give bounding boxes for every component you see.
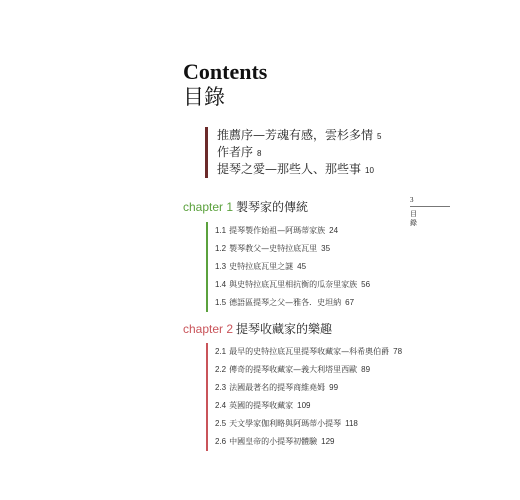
entry-page: 56: [361, 280, 371, 289]
preface-list: [205, 127, 381, 178]
side-label: 目錄: [410, 210, 417, 227]
side-page-number: 3: [410, 196, 414, 204]
toc-entry[interactable]: [215, 222, 370, 240]
preface-item-page: 8: [257, 149, 262, 158]
toc-entry[interactable]: [215, 379, 402, 397]
entry-page: 89: [361, 365, 371, 374]
entry-title: 最早的史特拉底瓦里提琴收藏家—科希奧伯爵: [229, 347, 390, 356]
toc-entry[interactable]: [215, 240, 370, 258]
toc-entry[interactable]: [215, 397, 402, 415]
preface-item-title: 推薦序—芳魂有感，雲杉多情: [217, 128, 374, 142]
entry-page: 24: [329, 226, 339, 235]
entry-page: 129: [321, 437, 335, 446]
side-divider: [410, 206, 450, 207]
entry-title: 製琴教父—史特拉底瓦里: [229, 244, 318, 253]
entry-page: 35: [321, 244, 331, 253]
preface-item-title: 作者序: [217, 145, 254, 159]
contents-title: Contents: [183, 59, 268, 84]
entry-page: 118: [345, 419, 358, 428]
entry-number: 2.1: [215, 347, 227, 356]
entry-number: 1.1: [215, 226, 227, 235]
entry-number: 2.3: [215, 383, 227, 392]
entry-title: 與史特拉底瓦里相抗衡的瓜奈里家族: [229, 280, 358, 289]
entry-number: 2.2: [215, 365, 227, 374]
chapter-1-items: [206, 222, 370, 312]
preface-item-page: 10: [365, 166, 374, 175]
entry-number: 2.4: [215, 401, 227, 410]
entry-number: 1.2: [215, 244, 227, 253]
entry-title: 天文學家伽利略與阿瑪蒂小提琴: [229, 419, 342, 428]
entry-number: 1.3: [215, 262, 227, 271]
entry-number: 2.6: [215, 437, 227, 446]
chapter-title: 製琴家的傳統: [236, 200, 309, 214]
entry-number: 1.5: [215, 298, 227, 307]
entry-number: 2.5: [215, 419, 227, 428]
entry-title: 德語區提琴之父—雅各．史坦納: [229, 298, 342, 307]
toc-entry[interactable]: [215, 361, 402, 379]
toc-entry[interactable]: [215, 433, 402, 451]
preface-item-title: 提琴之愛—那些人、那些事: [217, 162, 362, 176]
preface-item[interactable]: [217, 161, 381, 177]
entry-page: 109: [297, 401, 311, 410]
contents-title-chinese: 目錄: [183, 85, 225, 109]
entry-title: 英國的提琴收藏家: [229, 401, 294, 410]
chapter-title: 提琴收藏家的樂趣: [236, 322, 333, 336]
entry-title: 傳奇的提琴收藏家—義大利塔里西歐: [229, 365, 358, 374]
chapter-2-heading[interactable]: [183, 321, 332, 337]
chapter-2-items: [206, 343, 402, 451]
entry-number: 1.4: [215, 280, 227, 289]
entry-page: 67: [345, 298, 355, 307]
chapter-1-heading[interactable]: [183, 199, 308, 215]
toc-entry[interactable]: [215, 258, 370, 276]
entry-title: 提琴製作始祖—阿瑪蒂家族: [229, 226, 326, 235]
preface-item-page: 5: [377, 132, 382, 141]
chapter-number: chapter 1: [183, 200, 234, 214]
toc-entry[interactable]: [215, 294, 370, 312]
toc-entry[interactable]: [215, 415, 402, 433]
side-tab: [410, 196, 450, 228]
entry-page: 45: [297, 262, 307, 271]
toc-entry[interactable]: [215, 343, 402, 361]
entry-page: 99: [329, 383, 339, 392]
chapter-number: chapter 2: [183, 322, 234, 336]
entry-title: 史特拉底瓦里之謎: [229, 262, 294, 271]
entry-title: 中國皇帝的小提琴初體驗: [229, 437, 318, 446]
preface-item[interactable]: [217, 127, 381, 143]
preface-item[interactable]: [217, 144, 381, 160]
toc-entry[interactable]: [215, 276, 370, 294]
entry-page: 78: [393, 347, 403, 356]
entry-title: 法國最著名的提琴商維堯姆: [229, 383, 326, 392]
